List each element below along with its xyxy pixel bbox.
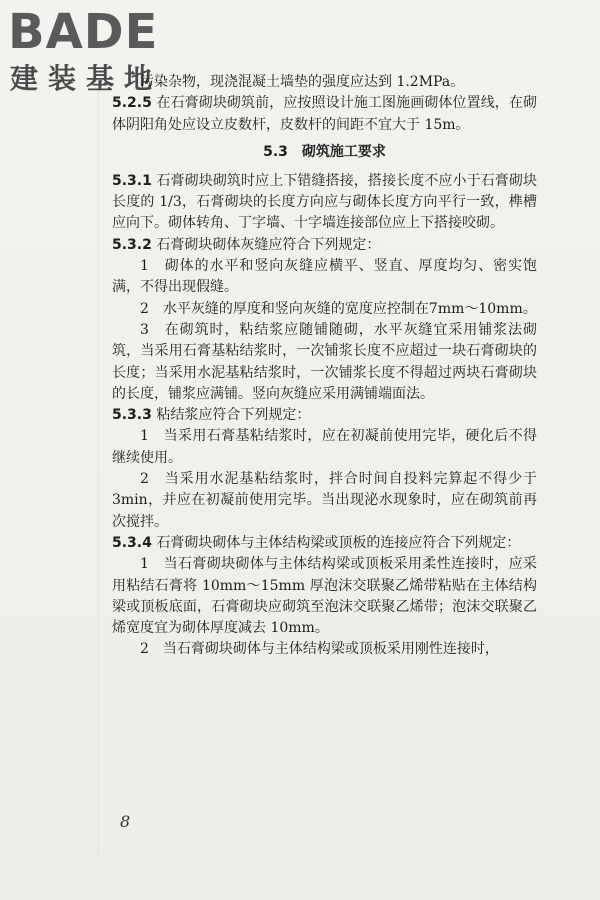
clause-5-3-2 bbox=[112, 235, 537, 256]
clause-5-3-4 bbox=[112, 533, 537, 554]
clause-item: 2 当采用水泥基粘结浆时，拌合时间自投料完算起不得少于 3min，并应在初凝前使用完毕。当出现泌水现象时，应在砌筑前再次搅拌。 bbox=[112, 471, 537, 530]
clause-item: 1 砌体的水平和竖向灰缝应横平、竖直、厚度均匀、密实饱满，不得出现假缝。 bbox=[112, 258, 537, 296]
clause-5-2-5 bbox=[112, 93, 537, 136]
clause-number: 5.3.2 bbox=[112, 236, 152, 253]
paragraph-continuation: 污染杂物，现浇混凝土墙垫的强度应达到 1.2MPa。 bbox=[140, 74, 465, 90]
page-number: 8 bbox=[120, 812, 131, 831]
clause-number: 5.3.3 bbox=[112, 407, 152, 424]
clause-number: 5.2.5 bbox=[112, 95, 152, 112]
clause-text: 粘结浆应符合下列规定： bbox=[156, 407, 311, 424]
logo-subtitle: 建装基地 bbox=[10, 62, 163, 95]
clause-5-3-1 bbox=[112, 171, 537, 235]
clause-5-3-3 bbox=[112, 405, 537, 426]
clause-number: 5.3.4 bbox=[112, 534, 152, 551]
clause-item: 2 水平灰缝的厚度和竖向灰缝的宽度应控制在7mm～10mm。 bbox=[140, 300, 537, 317]
section-title: 砌筑施工要求 bbox=[301, 143, 386, 160]
logo-word: BADE bbox=[8, 4, 159, 60]
clause-item: 3 在砌筑时，粘结浆应随铺随砌，水平灰缝宜采用铺浆法砌筑，当采用石膏基粘结浆时，一次铺浆长度不应超过一块石膏砌块的长度；当采用水泥基粘结浆时，一次铺浆长度不得超过两块石膏砌块的长度，铺浆应满铺。竖向灰缝应采用满铺端面法。 bbox=[112, 321, 537, 402]
section-heading bbox=[112, 142, 537, 163]
clause-item: 1 当采用石膏基粘结浆时，应在初凝前使用完毕，硬化后不得继续使用。 bbox=[112, 428, 537, 466]
binding-shadow bbox=[98, 80, 99, 860]
clause-item: 1 当石膏砌块砌体与主体结构梁或顶板采用柔性连接时，应采用粘结石膏将 10mm～15mm 厚泡沫交联聚乙烯带粘贴在主体结构梁或顶板底面，石膏砌块应砌筑至泡沫交联聚乙烯带；泡沫交联聚乙烯宽度宜为砌体厚度减去 10mm。 bbox=[112, 556, 537, 637]
clause-number: 5.3.1 bbox=[112, 172, 152, 189]
clause-text: 石膏砌块砌体与主体结构梁或顶板的连接应符合下列规定： bbox=[156, 534, 521, 551]
section-number: 5.3 bbox=[263, 143, 288, 160]
clause-text: 在石膏砌块砌筑前，应按照设计施工图施画砌体位置线，在砌体阴阳角处应设立皮数杆，皮数杆的间距不宜大于 15m。 bbox=[112, 95, 538, 133]
clause-item: 2 当石膏砌块砌体与主体结构梁或顶板采用刚性连接时， bbox=[140, 641, 499, 658]
clause-text: 石膏砌块砌筑时应上下错缝搭接，搭接长度不应小于石膏砌块长度的 1/3，石膏砌块的长度方向应与砌体长度方向平行一致，榫槽应向下。砌体转角、丁字墙、十字墙连接部位应上下搭接咬砌。 bbox=[112, 172, 538, 232]
clause-text: 石膏砌块砌体灰缝应符合下列规定： bbox=[156, 236, 381, 253]
document-body bbox=[112, 72, 537, 661]
